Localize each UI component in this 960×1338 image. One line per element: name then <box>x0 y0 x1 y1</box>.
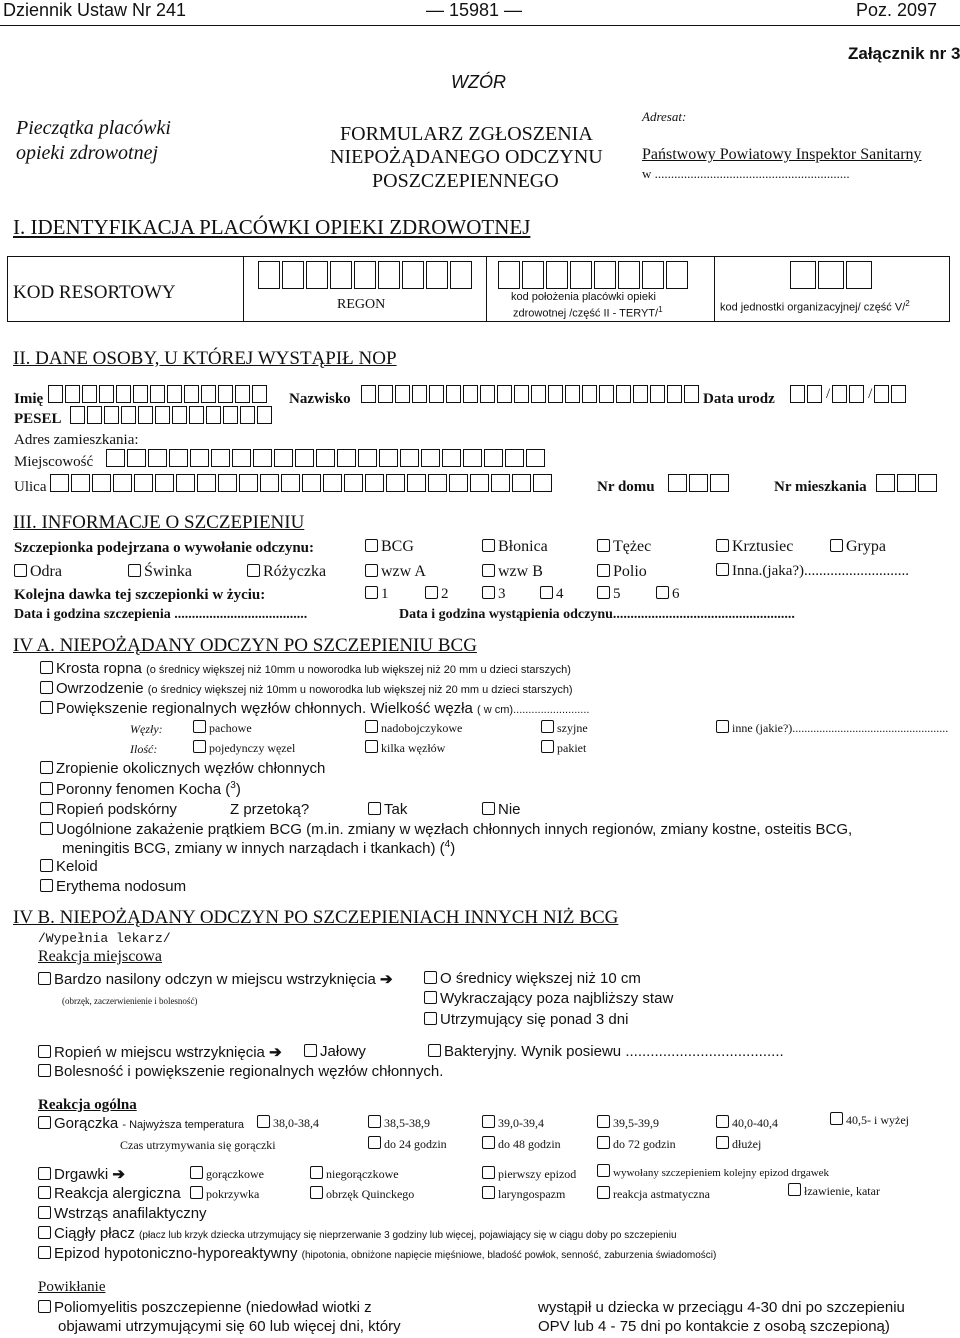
regon-boxes[interactable] <box>258 261 474 294</box>
vaccine-odra[interactable]: Odra <box>14 563 62 581</box>
teryt-label-1: kod położenia placówki opieki <box>511 291 656 303</box>
wzor-label: WZÓR <box>451 72 506 92</box>
birthdate-boxes[interactable]: / / <box>790 385 908 408</box>
pesel-label: PESEL <box>14 411 62 427</box>
vaccine-krztusiec[interactable]: Krztusiec <box>716 538 793 556</box>
opt-srednica[interactable]: O średnicy większej niż 10 cm <box>424 970 641 987</box>
codes-table <box>7 256 950 322</box>
pesel-boxes[interactable] <box>70 406 274 429</box>
teryt-boxes[interactable] <box>498 261 690 294</box>
keloid-item[interactable]: Keloid <box>40 858 98 875</box>
drgawki-goraczkowe[interactable]: gorączkowe <box>190 1166 264 1182</box>
wezly-label: Węzły: <box>130 722 163 736</box>
ulica-boxes[interactable] <box>50 474 554 497</box>
dose-1[interactable]: 1 <box>365 586 389 603</box>
krosta-item[interactable]: Krosta ropna (o średnicy większej niż 10mm u noworodka lub większej niż 20 mm u dzieci starszych) <box>40 660 571 677</box>
wezly-nadobojczykowe[interactable]: nadobojczykowe <box>365 720 462 736</box>
drgawki-niegoraczkowe[interactable]: niegorączkowe <box>310 1166 399 1182</box>
poliomyelitis-right-2: OPV lub 4 - 75 dni po kontakcie z osobą szczepioną) <box>538 1318 890 1335</box>
form-title-3: POSZCZEPIENNEGO <box>372 170 559 192</box>
miejscowosc-boxes[interactable] <box>106 449 547 472</box>
przetoka-tak[interactable]: Tak <box>368 801 407 818</box>
bakteryjny-item[interactable]: Bakteryjny. Wynik posiewu ...................................... <box>428 1043 784 1060</box>
birthdate-label: Data urodz <box>703 391 775 407</box>
ropien-wstrzykniecia-item[interactable]: Ropień w miejscu wstrzyknięcia ➔ <box>38 1043 282 1061</box>
opt-wykraczajacy[interactable]: Wykraczający poza najbliższy staw <box>424 990 673 1007</box>
goraczka-item[interactable]: Gorączka - Najwyższa temperatura <box>38 1115 244 1132</box>
vaccine-wzw-a[interactable]: wzw A <box>365 563 426 581</box>
annex-label: Załącznik nr 3 <box>848 44 960 63</box>
owrzodzenie-item[interactable]: Owrzodzenie (o średnicy większej niż 10mm u noworodka lub większej niż 20 mm u dzieci starszych) <box>40 680 573 697</box>
miejscowosc-label: Miejscowość <box>14 454 94 470</box>
uogolnione-item[interactable]: Uogólnione zakażenie prątkiem BCG (m.in. zmiany w węzłach chłonnych innych regionów, zmiany kostne, osteitis BCG, <box>40 821 852 838</box>
stamp-label-2: opieki zdrowotnej <box>16 142 159 164</box>
header-rule <box>0 25 960 26</box>
z-przetoka-label: Z przetoką? <box>230 801 310 818</box>
powiekszenie-item[interactable]: Powiększenie regionalnych węzłów chłonnych. Wielkość węzła ( w cm)......................... <box>40 700 589 717</box>
erythema-item[interactable]: Erythema nodosum <box>40 878 186 895</box>
ilosc-kilka[interactable]: kilka węzłów <box>365 740 445 756</box>
bardzo-nasilony-item[interactable]: Bardzo nasilony odczyn w miejscu wstrzyknięcia ➔ <box>38 970 393 988</box>
poliomyelitis-right-1: wystąpił u dziecka w przeciągu 4-30 dni po szczepieniu <box>538 1299 905 1316</box>
nazwisko-boxes[interactable] <box>361 385 701 408</box>
nr-mieszkania-label: Nr mieszkania <box>774 479 867 495</box>
alergia-laryngospazm[interactable]: laryngospazm <box>482 1186 565 1202</box>
form-title-1: FORMULARZ ZGŁOSZENIA <box>340 123 593 145</box>
vaccine-blonica[interactable]: Błonica <box>482 538 548 556</box>
vaccine-swinka[interactable]: Świnka <box>128 563 192 581</box>
unit-code-boxes[interactable] <box>790 261 874 294</box>
dose-5[interactable]: 5 <box>597 586 621 603</box>
temp-39-0[interactable]: 39,0-39,4 <box>482 1115 544 1131</box>
dose-2[interactable]: 2 <box>425 586 449 603</box>
powiklanie-heading: Powikłanie <box>38 1279 106 1295</box>
position-number: Poz. 2097 <box>856 0 938 20</box>
wypelnia-lekarz: /Wypełnia lekarz/ <box>38 931 171 946</box>
vaccine-grypa[interactable]: Grypa <box>830 538 886 556</box>
dose-4[interactable]: 4 <box>540 586 564 603</box>
reakcja-ogolna-heading: Reakcja ogólna <box>38 1097 137 1113</box>
czas-24h[interactable]: do 24 godzin <box>368 1136 447 1152</box>
dose-label: Kolejna dawka tej szczepionki w życiu: <box>14 587 266 603</box>
temp-39-5[interactable]: 39,5-39,9 <box>597 1115 659 1131</box>
codes-divider <box>486 257 487 321</box>
nr-domu-boxes[interactable] <box>668 474 731 497</box>
jalowy-item[interactable]: Jałowy <box>304 1043 366 1060</box>
vaccination-date[interactable]: Data i godzina szczepienia ...................................... <box>14 607 308 622</box>
ilosc-label: Ilość: <box>130 742 158 756</box>
stamp-label-1: Pieczątka placówki <box>16 117 171 139</box>
journal-title: Dziennik Ustaw Nr 241 <box>3 0 187 20</box>
section-3-title: III. INFORMACJE O SZCZEPIENIU <box>13 512 305 533</box>
wstrzas-item[interactable]: Wstrząs anafilaktyczny <box>38 1205 207 1222</box>
placz-item[interactable]: Ciągły płacz (płacz lub krzyk dziecka utrzymujący się nieprzerwanie 3 godziny lub więcej, pojawiający się w ciągu doby po szczepieniu <box>38 1225 677 1242</box>
vaccine-tezec[interactable]: Tężec <box>597 538 651 556</box>
uogolnione-cont: meningitis BCG, zmiany w innych narządach i tkankach) ($^4$) <box>62 839 456 857</box>
temp-38-5[interactable]: 38,5-38,9 <box>368 1115 430 1131</box>
czas-goraczki-label: Czas utrzymywania się gorączki <box>120 1138 276 1152</box>
addressee-line-2[interactable]: w ............................................................ <box>642 166 850 181</box>
vaccine-wzw-b[interactable]: wzw B <box>482 563 543 581</box>
ilosc-pakiet[interactable]: pakiet <box>541 740 586 756</box>
ulica-label: Ulica <box>14 479 47 495</box>
kod-resortowy-label: KOD RESORTOWY <box>13 282 176 303</box>
vaccine-bcg[interactable]: BCG <box>365 538 414 556</box>
dose-3[interactable]: 3 <box>482 586 506 603</box>
ilosc-pojedynczy[interactable]: pojedynczy węzel <box>193 740 295 756</box>
opt-utrzymujacy[interactable]: Utrzymujący się ponad 3 dni <box>424 1011 628 1028</box>
poliomyelitis-cont: objawami utrzymującymi się 60 lub więcej dni, który <box>58 1318 401 1335</box>
drgawki-item[interactable]: Drgawki ➔ <box>38 1165 125 1183</box>
czas-72h[interactable]: do 72 godzin <box>597 1136 676 1152</box>
czas-48h[interactable]: do 48 godzin <box>482 1136 561 1152</box>
ropien-item[interactable]: Ropień podskórny <box>40 801 177 818</box>
address-label: Adres zamieszkania: <box>14 432 139 448</box>
nr-domu-label: Nr domu <box>597 479 655 495</box>
page-number: — 15981 — <box>426 0 523 20</box>
bolesnosc-item[interactable]: Bolesność i powiększenie regionalnych węzłów chłonnych. <box>38 1063 443 1080</box>
temp-40-5[interactable]: 40,5- i wyżej <box>830 1112 909 1128</box>
nazwisko-label: Nazwisko <box>289 391 351 407</box>
vaccine-label: Szczepionka podejrzana o wywołanie odczynu: <box>14 540 314 556</box>
alergia-lzawienie[interactable]: łzawienie, katar <box>788 1183 880 1199</box>
poliomyelitis-item[interactable]: Poliomyelitis poszczepienne (niedowład wiotki z <box>38 1299 372 1316</box>
przetoka-nie[interactable]: Nie <box>482 801 521 818</box>
nr-mieszkania-boxes[interactable] <box>876 474 939 497</box>
unit-code-label: kod jednostki organizacyjnej/ część V/$^2$ <box>720 299 910 314</box>
regon-label: REGON <box>337 297 386 312</box>
teryt-label-2: zdrowotnej /część II - TERYT/$^1$ <box>513 305 663 320</box>
alergia-astmatyczna[interactable]: reakcja astmatyczna <box>597 1186 710 1202</box>
reaction-date[interactable]: Data i godzina wystąpienia odczynu.................................................... <box>399 607 795 622</box>
zropienie-item[interactable]: Zropienie okolicznych węzłów chłonnych <box>40 760 325 777</box>
drgawki-kolejny[interactable]: wywołany szczepieniem kolejny epizod drgawek <box>597 1164 829 1179</box>
poronny-item[interactable]: Poronny fenomen Kocha ($^3$) <box>40 780 241 798</box>
imie-boxes[interactable] <box>48 385 269 408</box>
drgawki-pierwszy[interactable]: pierwszy epizod <box>482 1166 576 1182</box>
temp-38-0[interactable]: 38,0-38,4 <box>257 1115 319 1131</box>
form-title-2: NIEPOŻĄDANEGO ODCZYNU <box>330 146 603 168</box>
codes-divider <box>243 257 244 321</box>
section-2-title: II. DANE OSOBY, U KTÓREJ WYSTĄPIŁ NOP <box>13 348 397 369</box>
czas-dluzej[interactable]: dłużej <box>716 1136 761 1152</box>
wezly-pachowe[interactable]: pachowe <box>193 720 252 736</box>
imie-label: Imię <box>14 391 44 407</box>
epizod-item[interactable]: Epizod hypotoniczno-hyporeaktywny (hipotonia, obniżone napięcie mięśniowe, bladość powłok, senność, zaburzenia świadomości) <box>38 1245 716 1262</box>
vaccine-polio[interactable]: Polio <box>597 563 647 581</box>
addressee-line-1: Państwowy Powiatowy Inspektor Sanitarny <box>642 146 922 163</box>
addressee-label: Adresat: <box>642 109 687 124</box>
alergia-pokrzywka[interactable]: pokrzywka <box>190 1186 259 1202</box>
section-4a-title: IV A. NIEPOŻĄDANY ODCZYN PO SZCZEPIENIU BCG <box>13 635 477 656</box>
reakcja-miejscowa-heading: Reakcja miejscowa <box>38 948 162 965</box>
temp-40-0[interactable]: 40,0-40,4 <box>716 1115 778 1131</box>
codes-divider <box>714 257 715 321</box>
vaccine-rozyczka[interactable]: Różyczka <box>247 563 326 581</box>
bardzo-nasilony-note: (obrzęk, zaczerwienienie i bolesność) <box>62 996 198 1006</box>
dose-6[interactable]: 6 <box>656 586 680 603</box>
alergia-quincke[interactable]: obrzęk Quinckego <box>310 1186 414 1202</box>
alergiczna-item[interactable]: Reakcja alergiczna <box>38 1185 181 1202</box>
wezly-inne[interactable]: inne (jakie?).................................................... <box>716 720 948 736</box>
section-1-title: I. IDENTYFIKACJA PLACÓWKI OPIEKI ZDROWOTNEJ <box>13 215 531 239</box>
section-4b-title: IV B. NIEPOŻĄDANY ODCZYN PO SZCZEPIENIACH INNYCH NIŻ BCG <box>13 907 619 928</box>
vaccine-inna[interactable]: Inna.(jaka?)............................ <box>716 563 909 580</box>
wezly-szyjne[interactable]: szyjne <box>541 720 588 736</box>
